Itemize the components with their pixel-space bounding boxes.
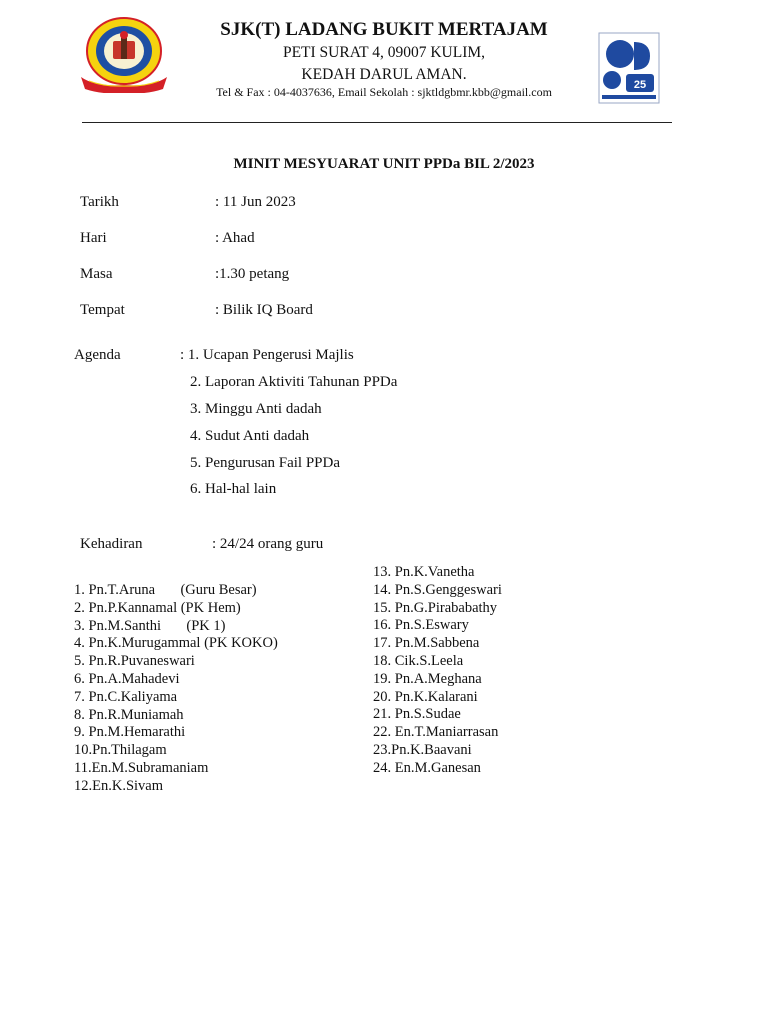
attendee-item: 3. Pn.M.Santhi (PK 1) (74, 617, 226, 634)
attendee-item: 11.En.M.Subramaniam (74, 760, 209, 776)
attendee-item: 1. Pn.T.Aruna (Guru Besar) (74, 582, 257, 598)
attendee-item: 2. Pn.P.Kannamal (PK Hem) (74, 599, 241, 616)
hari-label: Hari (80, 230, 107, 246)
attendee-item: 14. Pn.S.Genggeswari (373, 581, 502, 598)
attendee-item: 13. Pn.K.Vanetha (373, 564, 475, 580)
tempat-label: Tempat (80, 302, 125, 318)
attendee-item: 16. Pn.S.Eswary (373, 617, 469, 634)
agenda-item: 5. Pengurusan Fail PPDa (190, 455, 340, 471)
attendee-item: 23.Pn.K.Baavani (373, 742, 472, 758)
agenda-item: : 1. Ucapan Pengerusi Majlis (180, 347, 354, 363)
badge-number: 25 (633, 79, 647, 91)
attendee-item: 10.Pn.Thilagam (74, 742, 167, 759)
tarikh-label: Tarikh (80, 194, 119, 210)
masa-label: Masa (80, 266, 113, 282)
hari-value: : Ahad (215, 230, 255, 246)
agenda-item: 2. Laporan Aktiviti Tahunan PPDa (190, 374, 398, 390)
kehadiran-label: Kehadiran (80, 536, 143, 552)
attendee-item: 18. Cik.S.Leela (373, 653, 464, 669)
contact-line: Tel & Fax : 04-4037636, Email Sekolah : sjktldgbmr.kbb@gmail.com (216, 85, 552, 99)
attendee-item: 22. En.T.Maniarrasan (373, 724, 499, 741)
attendee-item: 15. Pn.G.Pirababathy (373, 599, 498, 616)
attendee-item: 24. En.M.Ganesan (373, 759, 481, 776)
header-divider (82, 122, 672, 123)
attendee-item: 7. Pn.C.Kaliyama (74, 688, 178, 705)
attendee-item: 12.En.K.Sivam (74, 777, 164, 794)
attendee-item: 8. Pn.R.Muniamah (74, 706, 184, 723)
masa-value: :1.30 petang (215, 266, 290, 282)
agenda-item: 6. Hal-hal lain (190, 481, 277, 497)
agenda-item: 3. Minggu Anti dadah (190, 401, 322, 417)
attendee-item: 20. Pn.K.Kalarani (373, 688, 478, 705)
address-line-1: PETI SURAT 4, 09007 KULIM, (282, 44, 486, 61)
attendee-item: 4. Pn.K.Murugammal (PK KOKO) (74, 635, 278, 652)
attendee-item: 9. Pn.M.Hemarathi (74, 724, 186, 741)
tarikh-value: : 11 Jun 2023 (215, 194, 296, 210)
tempat-value: : Bilik IQ Board (215, 302, 313, 318)
attendee-item: 21. Pn.S.Sudae (373, 706, 461, 723)
document-title: MINIT MESYUARAT UNIT PPDa BIL 2/2023 (233, 156, 535, 172)
agenda-item: 4. Sudut Anti dadah (190, 428, 310, 444)
kehadiran-value: : 24/24 orang guru (212, 536, 324, 552)
attendee-item: 17. Pn.M.Sabbena (373, 635, 480, 652)
attendee-item: 5. Pn.R.Puvaneswari (74, 653, 195, 670)
attendee-item: 19. Pn.A.Meghana (373, 670, 482, 687)
agenda-label: Agenda (74, 347, 121, 363)
school-name: SJK(T) LADANG BUKIT MERTAJAM (220, 19, 548, 40)
address-line-2: KEDAH DARUL AMAN. (301, 66, 467, 83)
attendee-item: 6. Pn.A.Mahadevi (74, 671, 180, 687)
